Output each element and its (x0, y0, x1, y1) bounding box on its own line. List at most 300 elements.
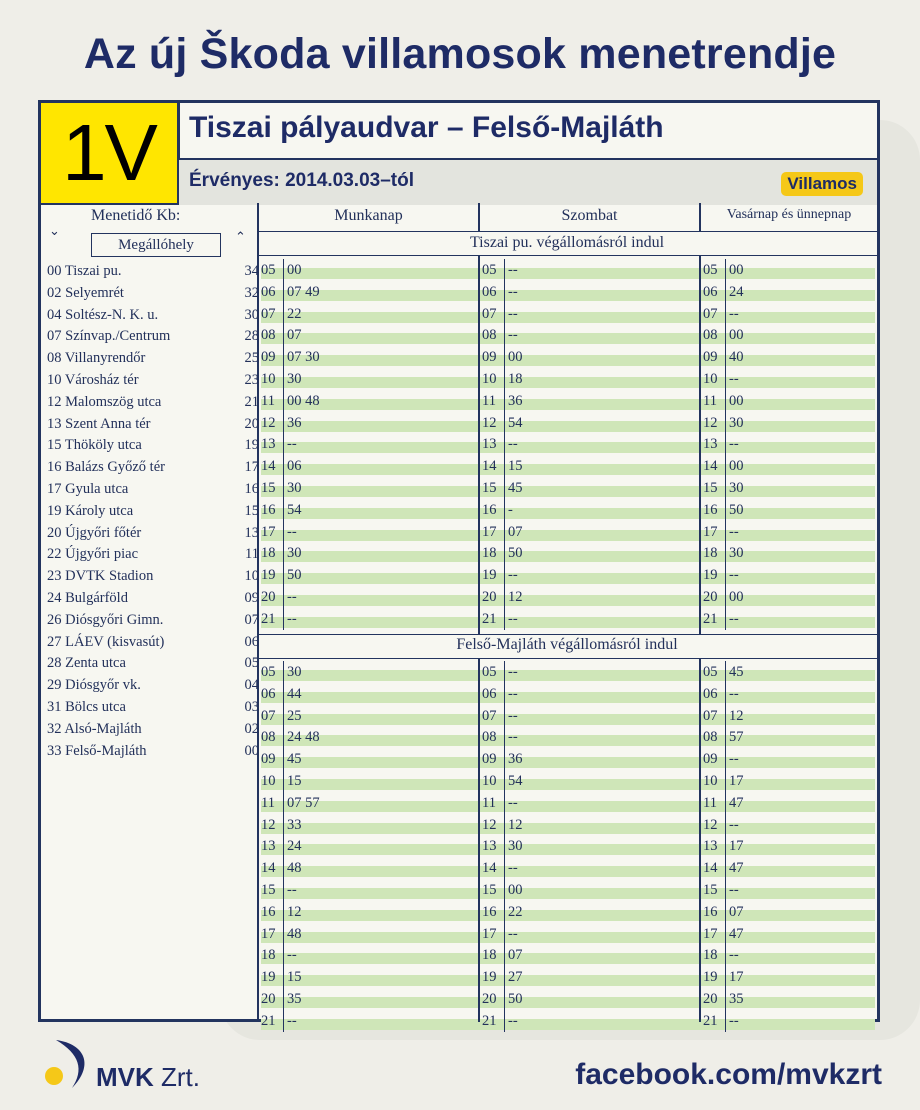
departure-minutes: -- (508, 925, 518, 942)
arrow-down-icon: ⌄ (49, 223, 60, 238)
departure-minutes: 00 (729, 262, 744, 278)
departure-row (703, 499, 903, 521)
departure-minutes: 00 (729, 458, 744, 475)
stop-runtime: 03 (244, 699, 259, 715)
departure-hour: 13 (482, 436, 497, 453)
departure-hour: 09 (703, 751, 718, 768)
departure-hour: 15 (261, 480, 276, 496)
departure-hour: 12 (482, 816, 497, 833)
hour-separator (725, 901, 726, 923)
departure-row (482, 368, 682, 390)
hour-separator (725, 814, 726, 836)
hour-separator (283, 879, 284, 901)
departure-row (261, 814, 461, 836)
departure-row (703, 835, 903, 857)
departure-hour: 15 (482, 480, 497, 496)
departure-minutes: 30 (287, 371, 302, 387)
departure-minutes: 07 (508, 947, 523, 964)
departure-row (261, 661, 461, 683)
departure-row (703, 542, 903, 564)
vehicle-type-badge: Villamos (781, 172, 863, 196)
hour-separator (725, 368, 726, 390)
route-number: 1V (41, 103, 180, 203)
departure-minutes: 45 (729, 664, 744, 680)
departure-minutes: 30 (287, 545, 302, 562)
departure-row (261, 835, 461, 857)
hour-separator (283, 368, 284, 390)
departure-row (482, 499, 682, 521)
departure-hour: 19 (261, 969, 276, 986)
hour-separator (504, 814, 505, 836)
departure-minutes: 30 (729, 480, 744, 496)
departure-row (261, 281, 461, 303)
departure-hour: 11 (482, 794, 496, 811)
departure-minutes: 24 (729, 283, 744, 300)
hour-separator (283, 455, 284, 477)
departure-row (261, 477, 461, 499)
departure-row (703, 455, 903, 477)
departure-row (482, 944, 682, 966)
departure-hour: 06 (482, 283, 497, 300)
departure-hour: 12 (482, 414, 497, 431)
stop-name: 10 Városház tér (47, 372, 139, 388)
departure-minutes: 00 (729, 327, 744, 344)
hour-separator (283, 303, 284, 325)
departure-hour: 10 (482, 371, 497, 387)
stop-row (47, 414, 257, 436)
departure-hour: 13 (261, 838, 276, 855)
stop-row (47, 697, 257, 719)
stop-row (47, 457, 257, 479)
departure-hour: 17 (703, 925, 718, 942)
departure-row (261, 412, 461, 434)
hour-separator (504, 879, 505, 901)
stop-name: 19 Károly utca (47, 502, 134, 519)
stop-name: 04 Soltész-N. K. u. (47, 306, 159, 323)
hour-separator (504, 346, 505, 368)
departure-hour: 19 (703, 567, 718, 584)
departure-minutes: -- (508, 305, 518, 322)
stop-runtime: 10 (244, 568, 259, 585)
hour-separator (504, 792, 505, 814)
departure-row (482, 564, 682, 586)
column-divider (699, 255, 701, 634)
departure-hour: 06 (703, 685, 718, 702)
hour-separator (283, 770, 284, 792)
departure-minutes: -- (729, 523, 739, 540)
section-b-divider (257, 658, 877, 659)
departure-minutes: -- (508, 664, 518, 680)
departure-row (703, 792, 903, 814)
departure-hour: 21 (703, 1012, 718, 1029)
departure-minutes: -- (729, 610, 739, 627)
departure-hour: 08 (261, 729, 276, 746)
stop-runtime: 25 (244, 350, 259, 367)
departure-hour: 10 (261, 371, 276, 387)
stop-name: 08 Villanyrendőr (47, 350, 146, 367)
hour-separator (283, 988, 284, 1010)
hour-separator (283, 499, 284, 521)
departure-minutes: -- (729, 371, 739, 387)
departure-hour: 09 (261, 751, 276, 768)
hour-separator (504, 683, 505, 705)
departure-row (261, 368, 461, 390)
departure-row (703, 303, 903, 325)
stop-name: 26 Diósgyőri Gimn. (47, 611, 164, 628)
departure-row (482, 705, 682, 727)
stop-row (47, 741, 257, 763)
stop-runtime: 11 (245, 546, 259, 563)
departure-hour: 12 (261, 816, 276, 833)
departure-hour: 13 (703, 838, 718, 855)
stop-name: 15 Thököly utca (47, 437, 142, 454)
departure-hour: 20 (482, 589, 497, 605)
departure-row (703, 586, 903, 608)
hour-separator (725, 412, 726, 434)
departure-hour: 13 (261, 436, 276, 453)
departure-minutes: 33 (287, 816, 302, 833)
hour-separator (725, 477, 726, 499)
hour-separator (725, 608, 726, 630)
departure-row (261, 792, 461, 814)
departure-hour: 05 (703, 664, 718, 680)
departure-minutes: -- (287, 882, 297, 898)
departure-row (261, 259, 461, 281)
departure-row (703, 1010, 903, 1032)
departure-hour: 08 (703, 729, 718, 746)
stop-runtime: 30 (244, 306, 259, 323)
hour-separator (283, 748, 284, 770)
departure-hour: 19 (482, 969, 497, 986)
departure-row (261, 586, 461, 608)
departure-hour: 15 (703, 480, 718, 496)
departure-hour: 07 (482, 707, 497, 724)
stop-name: 12 Malomszög utca (47, 393, 162, 410)
departure-hour: 14 (703, 458, 718, 475)
departure-hour: 07 (703, 305, 718, 322)
departure-row (261, 857, 461, 879)
departure-row (482, 542, 682, 564)
hour-separator (504, 586, 505, 608)
hour-separator (725, 390, 726, 412)
column-divider (478, 255, 480, 634)
hour-separator (725, 499, 726, 521)
departure-row (703, 726, 903, 748)
departure-row (703, 770, 903, 792)
stop-runtime: 00 (244, 742, 259, 759)
mvk-logo-icon (42, 1036, 102, 1092)
departure-row (482, 835, 682, 857)
hour-separator (504, 259, 505, 281)
departure-hour: 18 (703, 947, 718, 964)
hour-separator (504, 390, 505, 412)
hour-separator (504, 521, 505, 543)
hour-separator (725, 433, 726, 455)
departure-hour: 19 (261, 567, 276, 584)
departure-row (703, 608, 903, 630)
header-divider (257, 231, 877, 232)
departure-hour: 10 (482, 773, 497, 789)
departure-hour: 10 (703, 371, 718, 387)
hour-separator (725, 586, 726, 608)
departure-row (261, 705, 461, 727)
departure-row (703, 923, 903, 945)
departure-minutes: 36 (508, 392, 523, 409)
hour-separator (504, 726, 505, 748)
departure-row (261, 726, 461, 748)
departure-minutes: 47 (729, 925, 744, 942)
departure-minutes: 00 (508, 882, 523, 898)
hour-separator (504, 499, 505, 521)
hour-separator (725, 879, 726, 901)
stop-row (47, 501, 257, 523)
departure-hour: 08 (482, 729, 497, 746)
departure-hour: 17 (261, 925, 276, 942)
departure-row (482, 303, 682, 325)
hour-separator (725, 346, 726, 368)
departure-minutes: 15 (287, 969, 302, 986)
departure-minutes: 07 (729, 903, 744, 920)
departure-minutes: 24 (287, 838, 302, 855)
departure-minutes: 50 (287, 567, 302, 584)
hour-separator (504, 564, 505, 586)
hour-separator (504, 477, 505, 499)
departure-minutes: 45 (287, 751, 302, 768)
departure-row (261, 944, 461, 966)
departure-row (482, 521, 682, 543)
hour-separator (504, 542, 505, 564)
departure-minutes: -- (508, 860, 518, 877)
departure-hour: 11 (261, 392, 275, 409)
departure-row (482, 586, 682, 608)
departure-row (482, 683, 682, 705)
departure-row (703, 368, 903, 390)
departure-hour: 19 (703, 969, 718, 986)
departure-hour: 15 (482, 882, 497, 898)
hour-separator (504, 944, 505, 966)
departure-minutes: -- (508, 262, 518, 278)
departure-minutes: -- (287, 589, 297, 605)
departure-row (482, 281, 682, 303)
stop-name: 17 Gyula utca (47, 481, 129, 497)
stop-runtime: 32 (244, 284, 259, 301)
departure-minutes: 36 (287, 414, 302, 431)
departure-hour: 06 (703, 283, 718, 300)
departure-hour: 19 (482, 567, 497, 584)
hour-separator (283, 835, 284, 857)
departure-row (261, 346, 461, 368)
departure-hour: 08 (482, 327, 497, 344)
departure-minutes: -- (508, 1012, 518, 1029)
departure-minutes: 12 (729, 707, 744, 724)
departure-row (482, 792, 682, 814)
departure-hour: 16 (703, 903, 718, 920)
stop-runtime: 09 (244, 590, 259, 606)
stop-row (47, 348, 257, 370)
stop-name: 16 Balázs Győző tér (47, 459, 165, 476)
departure-hour: 21 (703, 610, 718, 627)
hour-separator (283, 608, 284, 630)
stop-row (47, 632, 257, 654)
departure-row (261, 390, 461, 412)
hour-separator (725, 521, 726, 543)
departure-minutes: -- (729, 567, 739, 584)
departure-row (482, 661, 682, 683)
page-title: Az új Škoda villamosok menetrendje (83, 30, 837, 78)
departure-minutes: 25 (287, 707, 302, 724)
hour-separator (725, 923, 726, 945)
departure-hour: 18 (482, 545, 497, 562)
stop-name: 31 Bölcs utca (47, 699, 126, 715)
stop-row (47, 675, 257, 697)
hour-separator (725, 748, 726, 770)
stop-header: Megállóhely (91, 233, 221, 257)
departure-minutes: 17 (729, 969, 744, 986)
stop-name: 02 Selyemrét (47, 284, 124, 301)
departure-hour: 16 (482, 903, 497, 920)
stop-name: 28 Zenta utca (47, 655, 126, 672)
hour-separator (725, 944, 726, 966)
departure-minutes: 00 (729, 392, 744, 409)
departure-minutes: 30 (287, 480, 302, 496)
departure-row (482, 770, 682, 792)
hour-separator (504, 857, 505, 879)
departure-hour: 13 (482, 838, 497, 855)
stop-name: 27 LÁEV (kisvasút) (47, 633, 165, 650)
hour-separator (725, 705, 726, 727)
departure-row (482, 814, 682, 836)
departure-row (482, 726, 682, 748)
stop-row (47, 392, 257, 414)
stop-name: 22 Újgyőri piac (47, 546, 139, 563)
hour-separator (283, 586, 284, 608)
stop-name: 32 Alsó-Majláth (47, 720, 142, 737)
hour-separator (283, 412, 284, 434)
departure-minutes: 15 (287, 773, 302, 789)
departure-minutes: 47 (729, 860, 744, 877)
hour-separator (725, 966, 726, 988)
hour-separator (283, 324, 284, 346)
departure-minutes: 07 49 (287, 283, 320, 300)
hour-separator (504, 923, 505, 945)
section-from-tiszai: Tiszai pu. végállomásról indul (469, 234, 665, 251)
departure-row (703, 346, 903, 368)
facebook-link[interactable]: facebook.com/mvkzrt (575, 1058, 882, 1091)
departure-row (482, 966, 682, 988)
stop-runtime: 04 (244, 677, 259, 694)
departure-hour: 18 (482, 947, 497, 964)
departure-row (261, 988, 461, 1010)
departure-row (261, 324, 461, 346)
departure-row (482, 901, 682, 923)
hour-separator (283, 477, 284, 499)
departure-minutes: -- (508, 436, 518, 453)
hour-separator (283, 683, 284, 705)
stop-name: 24 Bulgárföld (47, 590, 128, 606)
departure-row (261, 966, 461, 988)
departure-row (482, 1010, 682, 1032)
departure-minutes: -- (508, 729, 518, 746)
departure-row (482, 923, 682, 945)
departure-minutes: 00 (729, 589, 744, 605)
hour-separator (283, 726, 284, 748)
departure-minutes: 24 48 (287, 729, 320, 746)
stop-row (47, 610, 257, 632)
departure-hour: 16 (703, 501, 718, 518)
hour-separator (504, 324, 505, 346)
departure-row (703, 281, 903, 303)
departure-row (261, 923, 461, 945)
validity-date: Érvényes: 2014.03.03–tól (189, 170, 414, 191)
departure-hour: 09 (703, 349, 718, 366)
saturday-header: Szombat (561, 207, 618, 224)
departure-row (261, 564, 461, 586)
departure-minutes: -- (729, 685, 739, 702)
stop-row (47, 305, 257, 327)
departure-minutes: -- (729, 751, 739, 768)
hour-separator (725, 726, 726, 748)
route-header (41, 103, 877, 205)
departure-row (703, 814, 903, 836)
hour-separator (504, 1010, 505, 1032)
departure-row (703, 879, 903, 901)
departure-minutes: -- (729, 1012, 739, 1029)
column-divider (699, 658, 701, 1022)
departure-row (261, 1010, 461, 1032)
departure-row (703, 661, 903, 683)
departure-hour: 20 (703, 589, 718, 605)
departure-row (482, 346, 682, 368)
route-name: Tiszai pályaudvar – Felső-Majláth (189, 111, 664, 144)
stop-row (47, 435, 257, 457)
departure-row (482, 412, 682, 434)
departure-minutes: -- (729, 816, 739, 833)
departure-hour: 14 (482, 860, 497, 877)
departure-hour: 09 (482, 751, 497, 768)
stop-name: 13 Szent Anna tér (47, 415, 151, 432)
departure-minutes: 27 (508, 969, 523, 986)
departure-minutes: 22 (287, 305, 302, 322)
hour-separator (504, 368, 505, 390)
departure-minutes: -- (729, 436, 739, 453)
departure-minutes: -- (508, 327, 518, 344)
hour-separator (283, 857, 284, 879)
stop-runtime: 23 (244, 372, 259, 388)
departure-minutes: 36 (508, 751, 523, 768)
departure-hour: 18 (261, 545, 276, 562)
departure-hour: 14 (482, 458, 497, 475)
departure-minutes: -- (508, 707, 518, 724)
departure-hour: 21 (482, 610, 497, 627)
section-a-divider (257, 255, 877, 256)
departure-row (482, 608, 682, 630)
departure-minutes: 17 (729, 838, 744, 855)
departure-minutes: -- (729, 882, 739, 898)
departure-minutes: -- (508, 610, 518, 627)
departure-hour: 16 (482, 501, 497, 518)
departure-hour: 05 (482, 262, 497, 278)
departure-hour: 12 (261, 414, 276, 431)
column-divider (478, 658, 480, 1022)
departure-row (261, 521, 461, 543)
hour-separator (283, 564, 284, 586)
hour-separator (283, 1010, 284, 1032)
departure-minutes: - (508, 501, 513, 518)
departure-row (261, 608, 461, 630)
stop-row (47, 653, 257, 675)
hour-separator (283, 814, 284, 836)
stop-runtime: 17 (244, 459, 259, 476)
